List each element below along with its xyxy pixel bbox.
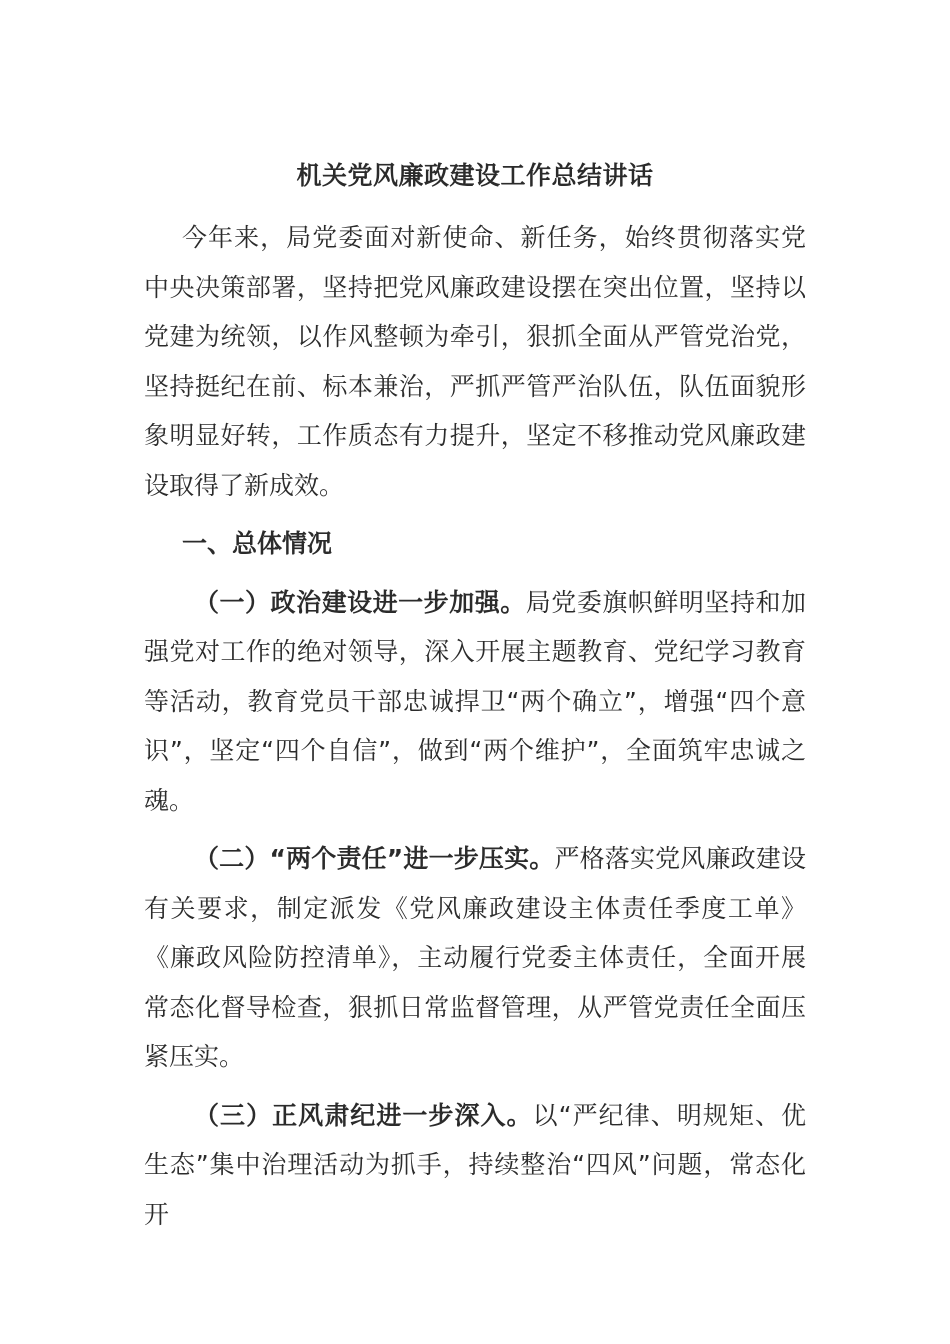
item-text: 严格落实党风廉政建设有关要求，制定派发《党风廉政建设主体责任季度工单》《廉政风险防控清单》，主动履行党委主体责任，全面开展常态化督导检查，狠抓日常监督管理，从严管党责任全面压紧压实。	[144, 844, 806, 1071]
document-title: 机关党风廉政建设工作总结讲话	[296, 161, 654, 190]
intro-paragraph: 今年来，局党委面对新使命、新任务，始终贯彻落实党中央决策部署，坚持把党风廉政建设摆在突出位置，坚持以党建为统领，以作风整顿为牵引，狠抓全面从严管党治党，坚持挺纪在前、标本兼治，严抓严管严治队伍，队伍面貌形象明显好转，工作质态有力提升，坚定不移推动党风廉政建设取得了新成效。	[144, 223, 806, 500]
section-heading: 一、总体情况	[182, 529, 333, 558]
item-paragraph-2	[144, 834, 806, 1082]
item-paragraph-3	[144, 1091, 806, 1240]
document-body	[144, 213, 806, 1248]
item-lead: （三）正风肃纪进一步深入。	[194, 1100, 533, 1130]
item-lead: （一）政治建设进一步加强。	[194, 587, 526, 617]
item-text: 以“严纪律、明规矩、优生态”集中治理活动为抓手，持续整治“四风”问题，常态化开	[144, 1100, 806, 1229]
item-text: 局党委旗帜鲜明坚持和加强党对工作的绝对领导，深入开展主题教育、党纪学习教育等活动，教育党员干部忠诚捍卫“两个确立”，增强“四个意识”，坚定“四个自信”，做到“两个维护”，全面筑牢忠诚之魂。	[144, 587, 806, 815]
item-lead: （二）“两个责任”进一步压实。	[194, 844, 555, 873]
item-paragraph-1	[144, 578, 806, 826]
